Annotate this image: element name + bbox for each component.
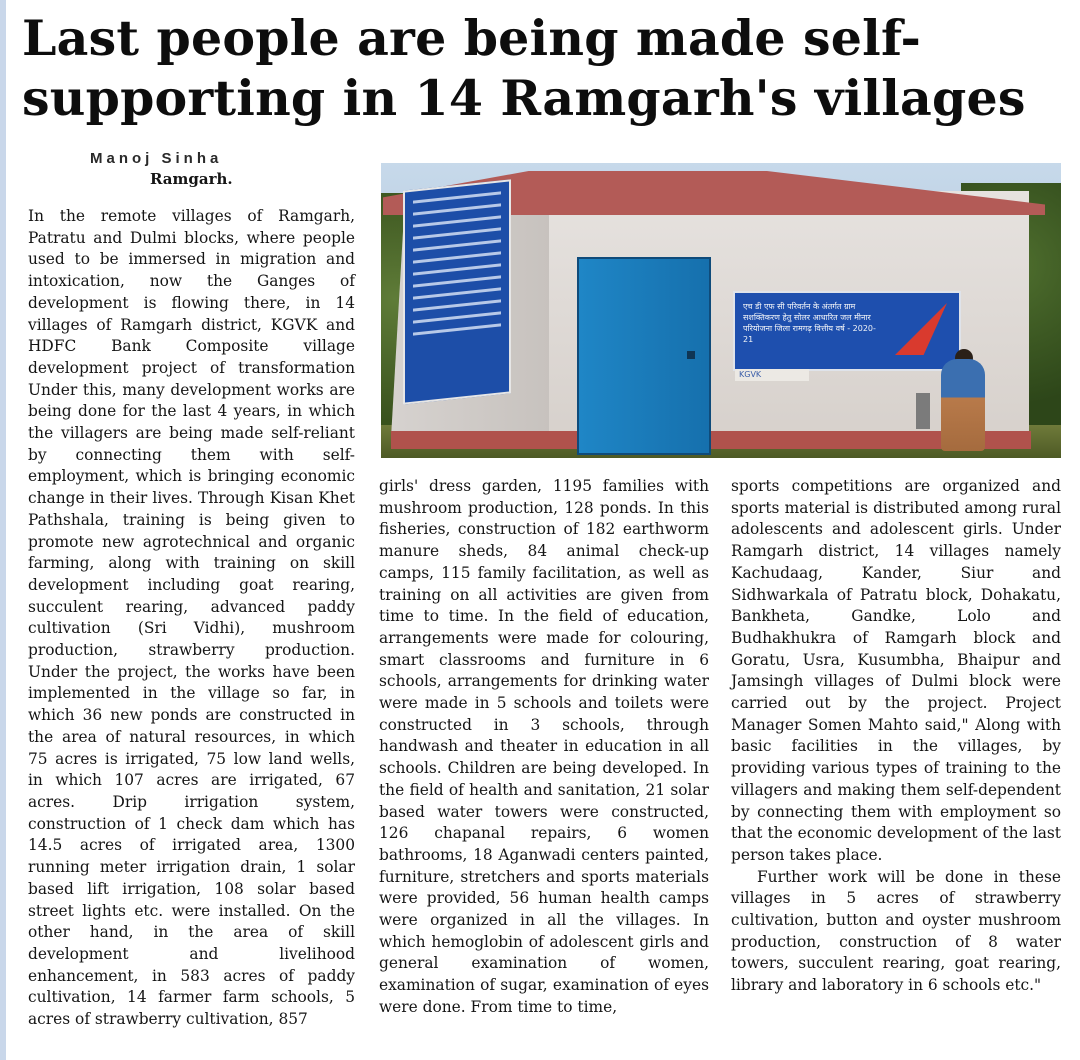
sign-logo-icon (895, 303, 947, 355)
column-1-text: In the remote villages of Ramgarh, Patratu and Dulmi blocks, where people used to be immersed in migration and intoxication, now the Ganges of development is flowing there, in 14 villages of Ramgarh district, KGVK and HDFC Bank Composite village development project of transformation Under this, many development works are being done for the last 4 years, in which the villagers are being made self-reliant by connecting them with self-employment, which is bringing economic change in their lives. Through Kisan Khet Pathshala, training is being given to promote new agrotechnical and organic farming, along with training on skill development including goat rearing, succulent rearing, advanced paddy cultivation (Sri Vidhi), mushroom production, strawberry production. Under the project, the works have been implemented in the village so far, in which 36 new ponds are constructed in the area of natural resources, in which 75 acres is irrigated, 75 low land wells, in which 107 acres are irrigated, 67 acres. Drip irrigation system, construction of 1 check dam which has 14.5 acres of irrigated area, 1300 running meter irrigation drain, 1 solar based lift irrigation, 108 solar based street lights etc. were installed. On the other hand, in the area of skill development and livelihood enhancement, in 583 acres of paddy cultivation, 14 farmer farm schools, 5 acres of strawberry cultivation, 857 (28, 207, 355, 1029)
article-column-3 (731, 476, 1061, 997)
headline: Last people are being made self- supporting in 14 Ramgarh's villages (22, 9, 1026, 127)
byline: Manoj Sinha (90, 150, 223, 167)
door-handle (687, 351, 695, 359)
water-tap (916, 393, 930, 429)
info-board (403, 179, 511, 404)
article-column-1 (28, 206, 355, 1031)
dateline: Ramgarh. (150, 170, 233, 188)
left-margin-rule (0, 0, 6, 1060)
article-column-2 (379, 476, 709, 1019)
project-sign-board (733, 291, 961, 371)
person-figure (941, 359, 985, 451)
sign-tag: KGVK (735, 369, 809, 381)
blue-door (577, 257, 711, 455)
building-base (391, 431, 1031, 449)
column-2-text: girls' dress garden, 1195 families with mushroom production, 128 ponds. In this fisheries, construction of 182 earthworm manure sheds, 84 animal check-up camps, 115 family facilitation, as well as training on all activities are given from time to time. In the field of education, arrangements were made for colouring, smart classrooms and furniture in 6 schools, arrangements for drinking water were made in 5 schools and toilets were constructed in 3 schools, through handwash and theater in education in all schools. Children are being developed. In the field of health and sanitation, 21 solar based water towers were constructed, 126 chapanal repairs, 6 women bathrooms, 18 Aganwadi centers painted, furniture, stretchers and sports materials were provided, 56 human health camps were organized in all the villages. In which hemoglobin of adolescent girls and general examination of women, examination of sugar, examination of eyes were done. From time to time, (379, 477, 709, 1016)
sign-text: एच डी एफ सी परिवर्तन के अंतर्गत ग्राम सशक्तिकरण हेतु सोलर आधारित जल मीनार परियोजना जिला रामगढ़ वित्तीय वर्ष - 2020-21 (743, 302, 876, 344)
article-photo (381, 163, 1061, 458)
column-3-paragraph-2: Further work will be done in these villages in 5 acres of strawberry cultivation, button and oyster mushroom production, construction of 8 water towers, succulent rearing, goat rearing, library and laboratory in 6 schools etc." (731, 867, 1061, 995)
column-3-paragraph-1: sports competitions are organized and sports material is distributed among rural adolescents and adolescent girls. Under Ramgarh district, 14 villages namely Kachudaag, Kander, Siur and Sidhwarkala of Patratu block, Dohakatu, Bankheta, Gandke, Lolo and Budhakhukra of Ramgarh block and Goratu, Usra, Kusumbha, Bhaipur and Jamsingh villages of Dulmi block were carried out by the project. Project Manager Somen Mahto said," Along with basic facilities in the villages, by providing various types of training to the villagers and making them self-dependent by connecting them with employment so that the economic development of the last person takes place. (731, 477, 1061, 864)
